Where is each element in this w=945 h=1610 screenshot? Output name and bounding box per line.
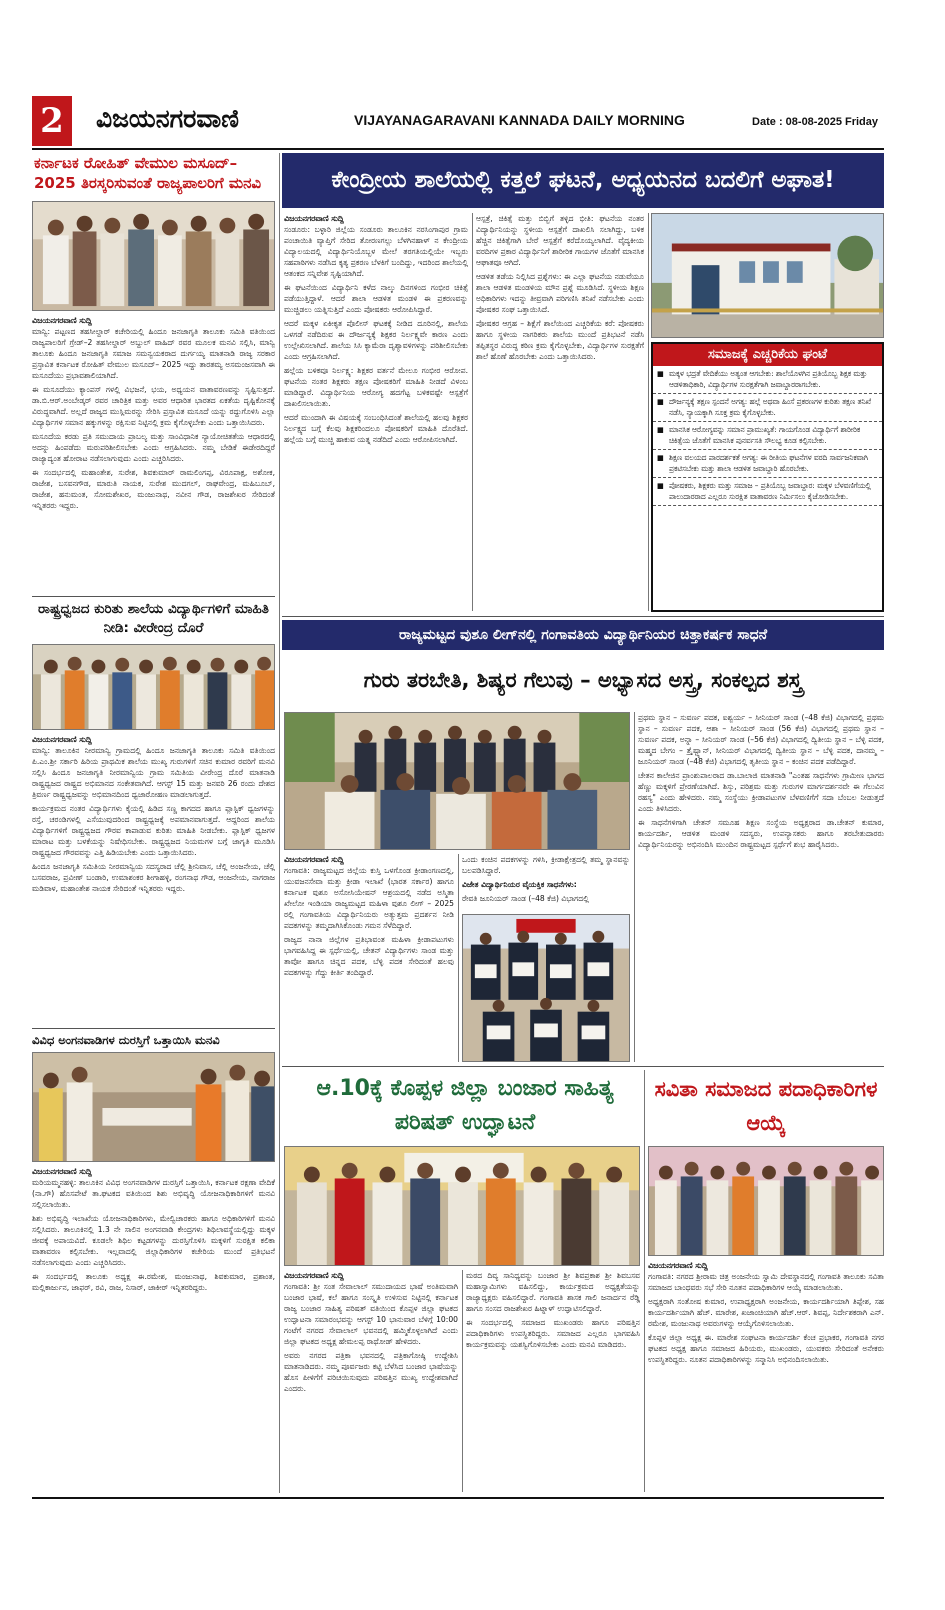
rashtra-para-1: ಮಾನ್ವಿ: ತಾಲೂಕಿನ ನೀರಮಾನ್ವಿ ಗ್ರಾಮದಲ್ಲಿ ಹಿಂದೂ ಜನಜಾಗೃತಿ ತಾಲೂಕು ಸಮಿತಿ ವತಿಯಿಂದ ಪಿ.ಎಂ.ಶ್ರೀ ಸರ್ಕಾರಿ ಹಿರಿಯ ಪ್ರಾಥಮಿಕ ಶಾಲೆಯ ಮುಖ್ಯ ಗುರುಗಳಿಗೆ ಸಚಿನ ಕುಮಾರ ರವರಿಗೆ ಮನವಿ ಸಲ್ಲಿಸಿ ಹಿಂದೂ ಜನಜಾಗೃತಿ ನೀರಮಾನ್ವಿಯ ಗ್ರಾಮ ಸಮಿತಿಯ ವೀರೇಂದ್ರ ದೊರೆ ಮಾತನಾಡಿ ರಾಷ್ಟ್ರಧ್ವಜದ ರಾಷ್ಟ್ರದ ಅಭಿಮಾನದ ಸಂಕೇತವಾಗಿದೆ. ಆಗಸ್ಟ್ 15 ಮತ್ತು ಜನವರಿ 26 ರಂದು ದೇಶದ ತ್ರಿವರ್ಣ ರಾಷ್ಟ್ರಧ್ವಜವನ್ನು ಅಭಿಮಾನದಿಂದ ಧ್ವಜಾರೋಹಣ ಮಾಡಲಾಗುತ್ತದೆ. — [32, 746, 275, 799]
masthead-title-english: VIJAYANAGARAVANI KANNADA DAILY MORNING — [354, 112, 685, 128]
warning-box-item-text: ಮಾನಸಿಕ ಆರೋಗ್ಯವನ್ನು ಸಮಾನ ಪ್ರಾಮುಖ್ಯತೆ: ಗಾಯಗೊಂಡ ವಿದ್ಯಾರ್ಥಿಗೆ ಶಾರೀರಿಕ ಚಿಕಿತ್ಸೆಯ ಜೊತೆಗೆ ಮಾನಸಿಕ ಪುನರ್ವಸತಿ ಸೌಲಭ್ಯ ಕೂಡ ಕಲ್ಪಿಸಬೇಕು. — [669, 425, 861, 445]
warning-box-item — [653, 478, 882, 506]
anganwadi-para-1: ಮರಿಯಮ್ಮನಹಳ್ಳಿ: ತಾಲೂಕಿನ ವಿವಿಧ ಅಂಗನವಾಡಿಗಳ ದುರಸ್ತಿಗೆ ಒತ್ತಾಯಿಸಿ, ಕರ್ನಾಟಕ ರಕ್ಷಣಾ ವೇದಿಕೆ (ನಾ.ಗೌ) ಹೊಸಪೇಟೆ ತಾ.ಘಟಕದ ವತಿಯಿಂದ ಶಿಶು ಅಭಿವೃದ್ಧಿ ಯೋಜನಾಧಿಕಾರಿಗಳಿಗೆ ಮನವಿ ಸಲ್ಲಿಸಲಾಯಿತು. — [32, 1178, 275, 1209]
rohith-para-4: ಈ ಸಂದರ್ಭದಲ್ಲಿ ಮಹಾಂತೇಶ, ಸುರೇಶ, ಶಿವಕುಮಾರ್ ರಾಮಲಿಂಗಪ್ಪ, ವಿರೂಪಾಕ್ಷ, ಅಶೋಕ, ರಾಜೇಶ, ಬಸವನಗೌಡ, ಮಾರುತಿ ನಾಯಕ, ಸುರೇಶ ಮುದಗಲ್, ರಾಘವೇಂದ್ರ, ಮಹಿಬೂಬ್, ರಾಜೇಶ, ಹನುಮಂತ, ಸೋಮಶೇಖರ, ಮಂಜುನಾಥ, ನವೀನ ಗೌಡ, ರಾಜಶೇಖರ ಸೇರಿದಂತೆ ಇನ್ನಿತರರು ಇದ್ದರು. — [32, 468, 275, 510]
wushu-headline: ಗುರು ತರಬೇತಿ, ಶಿಷ್ಯರ ಗೆಲುವು – ಅಭ್ಯಾಸದ ಅಸ್ತ್ರ, ಸಂಕಲ್ಪದ ಶಸ್ತ್ರ — [363, 668, 803, 692]
kendriya-byline: ವಿಜಯನಗರವಾಣಿ ಸುದ್ದಿ — [284, 214, 344, 223]
wushu-col-2 — [462, 854, 630, 912]
warning-box-list — [653, 366, 882, 506]
rashtra-para-3: ಹಿಂದೂ ಜನಜಾಗೃತಿ ಸಮಿತಿಯ ನೀರಮಾನ್ವಿಯ ಸದಸ್ಯರಾದ ಚೆಲ್ಲಿ ಶ್ರೀನಿವಾಸ, ಚೆಲ್ಲಿ ಅಂಜನೇಯ, ಚೆಲ್ಲಿ ಬಸವರಾಜ, ಪ್ರವೀಣ್ ಬಂಡಾರಿ, ಉಮಾಶಂಕರ ಶೀಗಾಹಳ್ಳಿ, ರಂಗನಾಥ ಗೌಡ, ಆಂಜನೇಯ, ನಾಗರಾಜ ಮಡಿವಾಳ, ಮಹಾಂತೇಶ ನಾಯಕ ಸೇರಿದಂತೆ ಇನ್ನಿತರರು ಇದ್ದರು. — [32, 862, 275, 893]
banjara-headline: ಆ.10ಕ್ಕೆ ಕೊಪ್ಪಳ ಜಿಲ್ಲಾ ಬಂಜಾರ ಸಾಹಿತ್ಯ ಪರಿಷತ್ ಉದ್ಘಾಟನೆ — [316, 1076, 614, 1135]
banjara-byline: ವಿಜಯನಗರವಾಣಿ ಸುದ್ದಿ — [284, 1271, 344, 1280]
warning-box-item-text: ಮಕ್ಕಳ ಭದ್ರತೆ ವೇದಿಕೆಯು ಅತ್ಯಂತ ಆಗಬೇಕು: ಶಾಲೆಯೊಳಗಿನ ಪ್ರತಿಯೊಬ್ಬ ಶಿಕ್ಷಕ ಮತ್ತು ಆಡಳಿತಾಧಿಕಾರಿ, ವಿದ್ಯಾರ್ಥಿಗಳ ಸುರಕ್ಷತೆಗಾಗಿ ಜವಾಬ್ದಾರರಾಗಬೇಕು. — [669, 369, 868, 389]
story-rashtra — [32, 600, 275, 1025]
rohith-para-3: ಮಸೂದೆಯ ಕರಡು ಪ್ರತಿ ಸಮುದಾಯ ಪ್ರಾಬಲ್ಯ ಮತ್ತು ಸಾಂವಿಧಾನಿಕ ನ್ಯಾಯೋಚಿತತೆಯ ಆಧಾರದಲ್ಲಿ ಅದನ್ನು ಹಿಂಪಡೆದು ಮರುಪರಿಶೀಲಿಸಬೇಕು ಎಂದು ಆಗ್ರಹಿಸಿದರು. ನಮ್ಮ ಬೇಡಿಕೆ ಈಡೇರದಿದ್ದರೆ ರಾಜ್ಯಾದ್ಯಂತ ಹೋರಾಟ ನಡೆಸಲಾಗುವುದು ಎಂದು ಎಚ್ಚರಿಸಿದರು. — [32, 432, 275, 463]
rule-left-1 — [32, 596, 275, 597]
kendriya-para-4: ಹಲ್ಲೆಯ ಬಳಿಕವೂ ನಿರ್ಲಕ್ಷ್ಯ: ಶಿಕ್ಷಕರ ವರ್ತನೆ ಮೇಲೂ ಗಂಭೀರ ಆರೋಪ. ಘಟನೆಯ ನಂತರ ಶಿಕ್ಷಕರು ತಕ್ಷಣ ಪೋಷಕರಿಗೆ ಮಾಹಿತಿ ನೀಡದೆ ವಿಳಂಬ ಮಾಡಿದ್ದಾರೆ. ವಿದ್ಯಾರ್ಥಿನಿಯ ಆರೋಗ್ಯ ಹದಗೆಟ್ಟ ಬಳಿಕವಷ್ಟೇ ಆಸ್ಪತ್ರೆಗೆ ದಾಖಲಿಸಲಾಯಿತು. — [284, 366, 468, 408]
story-rohith — [32, 153, 275, 593]
kendriya-para-2: ಈ ಘಟನೆಯಿಂದ ವಿದ್ಯಾರ್ಥಿನಿ ಕಳೆದ ನಾಲ್ಕು ದಿನಗಳಿಂದ ಗಂಭೀರ ಚಿಕಿತ್ಸೆ ಪಡೆಯುತ್ತಿದ್ದಾಳೆ. ಆದರೆ ಶಾಲಾ ಆಡಳಿತ ಮಂಡಳಿ ಈ ಪ್ರಕರಣವನ್ನು ಮುಚ್ಚಿಡಲು ಯತ್ನಿಸುತ್ತಿದೆ ಎಂದು ಪೋಷಕರು ಆರೋಪಿಸಿದ್ದಾರೆ. — [284, 283, 468, 314]
rohith-byline: ವಿಜಯನಗರವಾಣಿ ಸುದ್ದಿ — [32, 316, 92, 325]
wushu-para-5: ಪ್ರಥಮ ಸ್ಥಾನ – ಸುವರ್ಣ ಪದಕ, ಐಶ್ವರ್ಯ – ಸೀನಿಯರ್ ಸಾಂಡ (–48 ಕೆಜಿ) ವಿಭಾಗದಲ್ಲಿ ಪ್ರಥಮ ಸ್ಥಾನ – ಸುವರ್ಣ ಪದಕ, ಆಶಾ – ಸೀನಿಯರ್ ಸಾಂಡ (56 ಕೆಜಿ) ವಿಭಾಗದಲ್ಲಿ ಪ್ರಥಮ ಸ್ಥಾನ – ಸುವರ್ಣ ಪದಕ, ಅನ್ನಾ – ಸೀನಿಯರ್ ಸಾಂಡ (–56 ಕೆಜಿ) ವಿಭಾಗದಲ್ಲಿ ದ್ವಿತೀಯ ಸ್ಥಾನ – ಬೆಳ್ಳಿ ಪದಕ, ಮಹ್ಮದ ಬೇಗಂ – ತ್ರೈಷ್ಟ್ಯಾನ್, ಸೀನಿಯರ್ ವಿಭಾಗದಲ್ಲಿ ದ್ವಿತೀಯ ಸ್ಥಾನ – ಬೆಳ್ಳಿ ಪದಕ, ದಾನಮ್ಮ – ಜೂನಿಯರ್ ಸಾಂಡ (–48 ಕೆಜಿ) ವಿಭಾಗದಲ್ಲಿ ತೃತೀಯ ಸ್ಥಾನ – ಕಂಚಿನ ಪದಕ ಪಡೆದಿದ್ದಾರೆ. — [638, 713, 884, 766]
warning-box-item — [653, 366, 882, 394]
banjara-para-2: ಅವರು ನಗರದ ಪತ್ರಿಕಾ ಭವನದಲ್ಲಿ ಪತ್ರಿಕಾಗೋಷ್ಠಿ ಉದ್ದೇಶಿಸಿ ಮಾತನಾಡಿದರು. ನಮ್ಮ ಪೂರ್ವಜರು ಕಟ್ಟಿ ಬೆಳೆಸಿದ ಬಂಜಾರ ಭಾಷೆಯನ್ನು ಹೊಸ ಪೀಳಿಗೆಗೆ ಪರಿಚಯಿಸುವುದು ಪರಿಷತ್ತಿನ ಮುಖ್ಯ ಉದ್ದೇಶವಾಗಿದೆ ಎಂದರು. — [284, 1351, 458, 1393]
warning-box-item-text: ಶಿಕ್ಷಣ ವಲಯದ ಪಾರದರ್ಶಕತೆ ಅಗತ್ಯ: ಈ ರೀತಿಯ ಘಟನೆಗಳ ವರದಿ ಸಾರ್ವಜನಿಕವಾಗಿ ಪ್ರಕಟಿಸಬೇಕು ಮತ್ತು ಶಾಲಾ ಆಡಳಿತ ಜವಾಬ್ದಾರಿ ಹೊರಬೇಕು. — [669, 453, 868, 473]
bullet-icon: ■ — [657, 453, 664, 462]
masthead-rule — [32, 148, 884, 150]
warning-box-item-text: ಪೋಷಕರು, ಶಿಕ್ಷಕರು ಮತ್ತು ಸಮಾಜ – ಪ್ರತಿಯೊಬ್ಬ ಜವಾಬ್ದಾರ: ಮಕ್ಕಳ ಬೆಳವಣಿಗೆಯಲ್ಲಿ ಪಾಲುದಾರರಾದ ಎಲ್ಲರೂ ಸುರಕ್ಷಿತ ವಾತಾವರಣ ನಿರ್ಮಿಸಲು ಕೈಜೋಡಿಸಬೇಕು. — [669, 481, 871, 501]
rohith-para-1: ಮಾನ್ವಿ: ಪಟ್ಟಣದ ತಹಸೀಲ್ದಾರ್ ಕಚೇರಿಯಲ್ಲಿ ಹಿಂದೂ ಜನಜಾಗೃತಿ ತಾಲೂಕು ಸಮಿತಿ ವತಿಯಿಂದ ರಾಜ್ಯಪಾಲರಿಗೆ ಗ್ರೇಡ್–2 ತಹಸೀಲ್ದಾರ್ ಅಬ್ದುಲ್ ವಾಹಿದ್ ರವರ ಮೂಲಕ ಮನವಿ ಸಲ್ಲಿಸಿ, ಮಾನ್ವಿ ತಾಲೂಕು ಹಿಂದೂ ಜನಜಾಗೃತಿ ಸಮಾಜ ಸಮನ್ವಯಕರಾದ ದುರ್ಗಯ್ಯ ಮಾತನಾಡಿ ರಾಜ್ಯ ಸರಕಾರ ಪ್ರಸ್ತಾವಿತ ಕರ್ನಾಟಕ ರೋಹಿತ್ ವೇಮುಲ ಮಸೂದ್– 2025 ಇದ್ದು ತಾರತಮ್ಯ ಅಸಮಂಜಸವಾಗಿ ಈ ಮಸೂದೆಯು ಪ್ರಭಾವಶಾಲಿಯಾಗಿದೆ. — [32, 327, 275, 380]
kendriya-para-3: ಆದರೆ ಮಕ್ಕಳ ಏಕೀಕೃತ ಪೊಲೀಸ್ ಘಟಕಕ್ಕೆ ನೀಡಿದ ದೂರಿನಲ್ಲಿ, ಶಾಲೆಯ ಒಳಗಡೆ ನಡೆದಿರುವ ಈ ದೌರ್ಜನ್ಯಕ್ಕೆ ಶಿಕ್ಷಕರ ನಿರ್ಲಕ್ಷ್ಯವೇ ಕಾರಣ ಎಂದು ಉಲ್ಲೇಖಿಸಲಾಗಿದೆ. ಶಾಲೆಯ ಸಿಸಿ ಕ್ಯಾಮೆರಾ ದೃಶ್ಯಾವಳಿಗಳನ್ನು ಪರಿಶೀಲಿಸಬೇಕು ಎಂದು ಆಗ್ರಹಿಸಲಾಗಿದೆ. — [284, 319, 468, 361]
bullet-icon: ■ — [657, 481, 664, 490]
rohith-photo — [32, 201, 275, 311]
rule-mid-1 — [282, 616, 884, 617]
kendriya-para-8: ಪೋಷಕರ ಆಗ್ರಹ – ಶಿಕ್ಷೆಗೆ ಶಾಲೆಯಿಂದ ಎಚ್ಚರಿಕೆಯ ಕರೆ: ಪೋಷಕರು ಹಾಗೂ ಸ್ಥಳೀಯ ನಾಗರಿಕರು ಶಾಲೆಯ ಮುಂದೆ ಪ್ರತಿಭಟನೆ ನಡೆಸಿ ತಪ್ಪಿತಸ್ಥರ ವಿರುದ್ಧ ಕಠಿಣ ಕ್ರಮ ಕೈಗೊಳ್ಳಬೇಕು, ವಿದ್ಯಾರ್ಥಿಗಳ ಸುರಕ್ಷತೆಗೆ ಶಾಲೆ ಹೊಣೆ ಹೊರಬೇಕು ಎಂದು ಒತ್ತಾಯಿಸಿದರು. — [476, 319, 644, 361]
page-number: 2 — [32, 96, 72, 146]
banjara-para-3: ಮಠದ ದಿವ್ಯ ಸಾನಿಧ್ಯವನ್ನು ಬಂಜಾರ ಶ್ರೀ ಶಿವಪ್ರಕಾಶ ಶ್ರೀ ಶಿವಬಸವ ಮಹಾಸ್ವಾಮಿಗಳು ವಹಿಸಲಿದ್ದು, ಕಾರ್ಯಕ್ರಮದ ಅಧ್ಯಕ್ಷತೆಯನ್ನು ರಾಜ್ಯಾಧ್ಯಕ್ಷರು ವಹಿಸಲಿದ್ದಾರೆ. ಗಂಗಾವತಿ ಶಾಸಕ ಗಾಲಿ ಜನಾರ್ದನ ರೆಡ್ಡಿ ಹಾಗೂ ಸಂಸದ ರಾಜಶೇಖರ ಹಿಟ್ನಾಳ್ ಉದ್ಘಾಟಿಸಲಿದ್ದಾರೆ. — [466, 1271, 640, 1313]
kendriya-headline-bar: ಕೇಂದ್ರೀಯ ಶಾಲೆಯಲ್ಲಿ ಕತ್ತಲೆ ಘಟನೆ, ಅಧ್ಯಯನದ ಬದಲಿಗೆ ಅಘಾತ! — [282, 153, 884, 208]
wushu-para-2: ರಾಜ್ಯದ ನಾನಾ ಜಿಲ್ಲೆಗಳ ಪ್ರತಿಭಾವಂತ ಮಹಿಳಾ ಕ್ರೀಡಾಪಟುಗಳು ಭಾಗವಹಿಸಿದ್ದ ಈ ಸ್ಪರ್ಧೆಯಲ್ಲಿ, ಚೇತನ್ ವಿದ್ಯಾರ್ಥಿಗಳು ಸಾಂಡ ಮತ್ತು ತಾವೋ ಹಾಗೂ ಚಿನ್ನದ ಪದಕ, ಬೆಳ್ಳಿ ಪದಕ ಸೇರಿದಂತೆ ಹಲವು ಪದಕಗಳನ್ನು ಗೆದ್ದು ಕೀರ್ತಿ ತಂದಿದ್ದಾರೆ. — [284, 935, 454, 977]
column-divider-wushu-1 — [458, 854, 459, 1062]
rohith-para-2: ಈ ಮಸೂದೆಯು ಕ್ಯಾಂಪಸ್ ಗಳಲ್ಲಿ ವಿಭಜನೆ, ಭಯ, ಅಧ್ಯಯನ ವಾತಾವರಣವನ್ನು ಸೃಷ್ಟಿಸುತ್ತದೆ. ಡಾ.ಬಿ.ಆರ್.ಅಂಬೇಡ್ಕರ್ ರವರ ಚಾರಿತ್ರಿಕ ಮತ್ತು ಅವರ ಆಧಾರಿತ ಭಾರತದ ಏಕತೆಯ ದೃಷ್ಟಿಕೋನಕ್ಕೆ ವಿರುದ್ಧವಾಗಿದೆ. ಅಲ್ಲದೆ ರಾಜ್ಯದ ಮುಸ್ಲಿಮರನ್ನು ಸೇರಿಸಿ ಪ್ರಸ್ತಾವಿತ ಮಸೂದೆ ಯನ್ನು ರದ್ದುಗೊಳಿಸಿ ಎಲ್ಲಾ ವಿದ್ಯಾರ್ಥಿಗಳ ಸಮಾನ ಹಕ್ಕುಗಳನ್ನು ರಕ್ಷಿಸುವ ನಿಟ್ಟಿನಲ್ಲಿ ಕ್ರಮ ಕೈಗೊಳ್ಳಬೇಕು ಎಂದು ಒತ್ತಾಯಿಸಿದರು. — [32, 385, 275, 427]
story-anganwadi — [32, 1032, 275, 1492]
wushu-subhead: ವಿಜೇತ ವಿದ್ಯಾರ್ಥಿನಿಯರ ವೈಯಕ್ತಿಕ ಸಾಧನೆಗಳು: — [462, 880, 577, 889]
savitha-body — [648, 1260, 884, 1495]
bullet-icon: ■ — [657, 369, 664, 378]
wushu-para-1: ಗಂಗಾವತಿ: ರಾಜ್ಯಮಟ್ಟದ ಜಿಲ್ಲೆಯ ಕುಸ್ತಿ ಒಳಗೊಂಡ ಕ್ರೀಡಾಂಗಣದಲ್ಲಿ, ಯುವಜನಸೇವಾ ಮತ್ತು ಕ್ರೀಡಾ ಇಲಾಖೆ (ಭಾರತ ಸರ್ಕಾರ) ಹಾಗೂ ಕರ್ನಾಟಕ ವುಶೂ ಅಸೋಸಿಯೇಷನ್ ಆಶ್ರಯದಲ್ಲಿ ನಡೆದ ಅಸ್ಮಿತಾ ಖೇಲೋ ಇಂಡಿಯಾ ರಾಜ್ಯಮಟ್ಟದ ಮಹಿಳಾ ವುಶೂ ಲೀಗ್ – 2025 ರಲ್ಲಿ ಗಂಗಾವತಿಯ ವಿದ್ಯಾರ್ಥಿನಿಯರು ಅತ್ಯುತ್ತಮ ಪ್ರದರ್ಶನ ನೀಡಿ ಪದಕಗಳನ್ನು ತಮ್ಮದಾಗಿಸಿಕೊಂಡು ಗಮನ ಸೆಳೆದಿದ್ದಾರೆ. — [284, 866, 454, 930]
wushu-kicker-bar: ರಾಜ್ಯಮಟ್ಟದ ವುಶೂ ಲೀಗ್‌ನಲ್ಲಿ ಗಂಗಾವತಿಯ ವಿದ್ಯಾರ್ಥಿನಿಯರ ಚಿತ್ತಾಕರ್ಷಕ ಸಾಧನೆ — [282, 620, 884, 650]
anganwadi-para-2: ಶಿಶು ಅಭಿವೃದ್ಧಿ ಇಲಾಖೆಯ ಯೋಜನಾಧಿಕಾರಿಗಳು, ಮೇಲ್ವಿಚಾರಕರು ಹಾಗೂ ಅಧಿಕಾರಿಗಳಿಗೆ ಮನವಿ ಸಲ್ಲಿಸಿದರು. ತಾಲೂಕಿನಲ್ಲಿ 1.3 ನೇ ಸಾಲಿನ ಅಂಗನವಾಡಿ ಕೇಂದ್ರಗಳು ಶಿಥಿಲಾವಸ್ಥೆಯಲ್ಲಿದ್ದು ಮಕ್ಕಳ ಜೀವಕ್ಕೆ ಅಪಾಯವಿದೆ. ಕೂಡಲೇ ಶಿಥಿಲ ಕಟ್ಟಡಗಳನ್ನು ದುರಸ್ತಿಗೊಳಿಸಿ ಮಕ್ಕಳಿಗೆ ಸುರಕ್ಷಿತ ಕಲಿಕಾ ವಾತಾವರಣ ಕಲ್ಪಿಸಬೇಕು. ಇಲ್ಲವಾದಲ್ಲಿ ಜಿಲ್ಲಾಧಿಕಾರಿಗಳ ಕಚೇರಿಯ ಮುಂದೆ ಪ್ರತಿಭಟನೆ ನಡೆಸಲಾಗುವುದು ಎಂದು ಎಚ್ಚರಿಸಿದರು. — [32, 1214, 275, 1267]
anganwadi-byline: ವಿಜಯನಗರವಾಣಿ ಸುದ್ದಿ — [32, 1167, 92, 1176]
anganwadi-photo — [32, 1052, 275, 1162]
wushu-col-1 — [284, 854, 454, 1064]
warning-box-item — [653, 450, 882, 478]
rule-mid-2 — [282, 1066, 884, 1067]
kendriya-col-1 — [284, 213, 468, 613]
column-divider-kendriya-1 — [472, 213, 473, 611]
banjara-col-2 — [466, 1270, 640, 1495]
page-bottom-rule — [32, 1497, 884, 1499]
warning-box-item — [653, 394, 882, 422]
column-divider-banjara — [462, 1270, 463, 1492]
wushu-para-3: ಒಂದು ಕಂಚಿನ ಪದಕಗಳನ್ನು ಗಳಿಸಿ, ಕ್ರೀಡಾಕ್ಷೇತ್ರದಲ್ಲಿ ತಮ್ಮ ಸ್ಥಾನವನ್ನು ಬಲಪಡಿಸಿದ್ದಾರೆ. — [462, 855, 630, 875]
kendriya-para-7: ಆಡಳಿತ ತಡೆಯ ನಿಲ್ಲಿಸಿದ ಪ್ರಶ್ನೆಗಳು: ಈ ಎಲ್ಲಾ ಘಟನೆಯ ನಡುವೆಯೂ ಶಾಲಾ ಆಡಳಿತ ಮಂಡಳಿಯ ಮೌನ ಪ್ರಶ್ನೆ ಮೂಡಿಸಿದೆ. ಸ್ಥಳೀಯ ಶಿಕ್ಷಣ ಅಧಿಕಾರಿಗಳು ಇದನ್ನು ತೀವ್ರವಾಗಿ ಪರಿಗಣಿಸಿ ತನಿಖೆ ನಡೆಸಬೇಕು ಎಂದು ಪೋಷಕರ ಸಂಘ ಒತ್ತಾಯಿಸಿದೆ. — [476, 272, 644, 314]
anganwadi-headline: ವಿವಿಧ ಅಂಗನವಾಡಿಗಳ ದುರಸ್ತಿಗೆ ಒತ್ತಾಯಿಸಿ ಮನವಿ — [32, 1033, 220, 1047]
kendriya-para-5: ಆದರೆ ಮುಂದಾಗಿ ಈ ವಿಷಯಕ್ಕೆ ಸಂಬಂಧಿಸಿದಂತೆ ಶಾಲೆಯಲ್ಲಿ ಹಲವು ಶಿಕ್ಷಕರ ನಿರ್ಲಕ್ಷ್ಯದ ಬಗ್ಗೆ ಕೆಲವು ಶಿಕ್ಷಕರಿಂದಲೂ ಪೋಷಕರಿಗೆ ಮಾಹಿತಿ ದೊರೆತಿದೆ. ಹಲ್ಲೆಯ ಬಗ್ಗೆ ಮುಚ್ಚಿ ಹಾಕುವ ಯತ್ನ ನಡೆದಿದೆ ಎಂದು ಆರೋಪಿಸಲಾಗಿದೆ. — [284, 413, 468, 444]
masthead — [32, 96, 884, 146]
wushu-col-3 — [638, 712, 884, 1064]
rule-left-2 — [32, 1028, 275, 1029]
bullet-icon: ■ — [657, 397, 664, 406]
savitha-para-1: ಗಂಗಾವತಿ: ನಗರದ ಶ್ರೀರಾಮ ಚಿತ್ರ ಅಂಜನೇಯ ಸ್ವಾಮಿ ದೇವಸ್ಥಾನದಲ್ಲಿ ಗಂಗಾವತಿ ತಾಲೂಕು ಸವಿತಾ ಸಮಾಜದ ಬಾಂಧವರು ಸಭೆ ಸೇರಿ ನೂತನ ಪದಾಧಿಕಾರಿಗಳ ಆಯ್ಕೆ ಮಾಡಲಾಯಿತು. — [648, 1272, 884, 1292]
column-divider-wushu-2 — [634, 712, 635, 1062]
kendriya-school-photo — [651, 213, 884, 338]
rashtra-byline: ವಿಜಯನಗರವಾಣಿ ಸುದ್ದಿ — [32, 735, 92, 744]
rashtra-para-2: ಕಾರ್ಯಕ್ರಮದ ನಂತರ ವಿದ್ಯಾರ್ಥಿಗಳು ಕೈಯಲ್ಲಿ ಹಿಡಿದ ಸಣ್ಣ ಕಾಗದದ ಹಾಗೂ ಪ್ಲಾಸ್ಟಿಕ್ ಧ್ವಜಗಳನ್ನು ರಸ್ತೆ, ಚರಂಡಿಗಳಲ್ಲಿ ಎಸೆಯುವುದರಿಂದ ರಾಷ್ಟ್ರಧ್ವಜಕ್ಕೆ ಅಪಮಾನವಾಗುತ್ತದೆ. ಆದ್ದರಿಂದ ಶಾಲೆಯ ವಿದ್ಯಾರ್ಥಿಗಳಿಗೆ ರಾಷ್ಟ್ರಧ್ವಜದ ಗೌರವ ಕಾಪಾಡುವ ಕುರಿತು ಮಾಹಿತಿ ನೀಡಬೇಕು. ಪ್ಲಾಸ್ಟಿಕ್ ಧ್ವಜಗಳ ಮಾರಾಟ ಮತ್ತು ಬಳಕೆಯನ್ನು ನಿಷೇಧಿಸಬೇಕು. ರಾಷ್ಟ್ರಧ್ವಜದ ನಿಯಮಗಳ ಬಗ್ಗೆ ಜಾಗೃತಿ ಮೂಡಿಸಿ ರಾಷ್ಟ್ರಧ್ವಜದ ಗೌರವವನ್ನು ಎತ್ತಿ ಹಿಡಿಯಬೇಕು ಎಂದು ಒತ್ತಾಯಿಸಿದರು. — [32, 804, 275, 857]
wushu-byline: ವಿಜಯನಗರವಾಣಿ ಸುದ್ದಿ — [284, 855, 344, 864]
kendriya-para-1: ಸಂಡೂರು: ಬಳ್ಳಾರಿ ಜಿಲ್ಲೆಯ ಸಂಡೂರು ತಾಲೂಕಿನ ನರಸಿಂಗಾಪುರ ಗ್ರಾಮ ಪಂಚಾಯಿತಿ ವ್ಯಾಪ್ತಿಗೆ ಸೇರಿದ ತೋರಣಗಲ್ಲು ಬೆಳಗಿನಹಾಳ್ ನ ಕೇಂದ್ರೀಯ ವಿದ್ಯಾಲಯದಲ್ಲಿ ವಿದ್ಯಾರ್ಥಿನಿಯೊಬ್ಬಳ ಮೇಲೆ ತರಗತಿಯಲ್ಲಿಯೇ ಇಬ್ಬರು ಸಹಪಾಠಿಗಳು ನಡೆಸಿದ ಕೃತ್ಯ ಪ್ರಕರಣ ಬೆಳಕಿಗೆ ಬಂದಿದ್ದು, ಇದರಿಂದ ಶಾಲೆಯಲ್ಲಿ ಆತಂಕದ ಸನ್ನಿವೇಶ ಸೃಷ್ಟಿಯಾಗಿದೆ. — [284, 225, 468, 278]
banjara-para-1: ಗಂಗಾವತಿ: ಶ್ರೀ ಸಂತ ಸೇವಾಲಾಲ್ ಸಮುದಾಯದ ಭಾಷೆ ಅಂತಿಮವಾಗಿ ಬಂಜಾರ ಭಾಷೆ, ಕಲೆ ಹಾಗೂ ಸಂಸ್ಕೃತಿ ಉಳಿಸುವ ನಿಟ್ಟಿನಲ್ಲಿ ಕರ್ನಾಟಕ ರಾಜ್ಯ ಬಂಜಾರ ಸಾಹಿತ್ಯ ಪರಿಷತ್ ವತಿಯಿಂದ ಕೊಪ್ಪಳ ಜಿಲ್ಲಾ ಘಟಕದ ಉದ್ಘಾಟನಾ ಸಮಾರಂಭವನ್ನು ಆಗಸ್ಟ್ 10 ಭಾನುವಾರ ಬೆಳಿಗ್ಗೆ 10:00 ಗಂಟೆಗೆ ನಗರದ ಸೇವಾಲಾಲ್ ಭವನದಲ್ಲಿ ಹಮ್ಮಿಕೊಳ್ಳಲಾಗಿದೆ ಎಂದು ಜಿಲ್ಲಾ ಘಟಕದ ಅಧ್ಯಕ್ಷ ಹೇಮಲಪ್ಪ ರಾಥೋಡ್ ಹೇಳಿದರು. — [284, 1282, 458, 1346]
warning-box — [651, 342, 884, 612]
savitha-para-3: ಕೊಪ್ಪಳ ಜಿಲ್ಲಾ ಅಧ್ಯಕ್ಷ ಈ. ಮಾರೇಶ ಸಂಘಟನಾ ಕಾರ್ಯದರ್ಶಿ ಕೆಂಚ ಪ್ರಭಾಕರ, ಗಂಗಾವತಿ ನಗರ ಘಟಕದ ಅಧ್ಯಕ್ಷ ಹಾಗೂ ಸಮಾಜದ ಹಿರಿಯರು, ಮುಖಂಡರು, ಯುವಕರು ಸೇರಿದಂತೆ ಅನೇಕರು ಉಪಸ್ಥಿತರಿದ್ದರು. ನೂತನ ಪದಾಧಿಕಾರಿಗಳನ್ನು ಸನ್ಮಾನಿಸಿ ಅಭಿನಂದಿಸಲಾಯಿತು. — [648, 1333, 884, 1364]
bullet-icon: ■ — [657, 425, 664, 434]
warning-box-title: ಸಮಾಜಕ್ಕೆ ಎಚ್ಚರಿಕೆಯ ಘಂಟೆ — [653, 344, 882, 366]
column-divider-kendriya-2 — [648, 213, 649, 611]
rohith-headline: ಕರ್ನಾಟಕ ರೋಹಿತ್ ವೇಮುಲ ಮಸೂದ್– 2025 ತಿರಸ್ಕರಿಸುವಂತೆ ರಾಜ್ಯಪಾಲರಿಗೆ ಮನವಿ — [32, 153, 275, 197]
savitha-headline: ಸವಿತಾ ಸಮಾಜದ ಪದಾಧಿಕಾರಿಗಳ ಆಯ್ಕೆ — [654, 1077, 878, 1135]
wushu-para-4: ರೇವತಿ ಜೂನಿಯರ್ ಸಾಂಡ (–48 ಕೆಜಿ) ವಿಭಾಗದಲ್ಲಿ — [462, 894, 589, 903]
column-divider-left — [279, 153, 280, 1493]
rashtra-photo — [32, 644, 275, 730]
masthead-date: Date : 08-08-2025 Friday — [752, 116, 878, 128]
wushu-medal-photo — [462, 914, 630, 1062]
rashtra-headline: ರಾಷ್ಟ್ರಧ್ವಜದ ಕುರಿತು ಶಾಲೆಯ ವಿದ್ಯಾರ್ಥಿಗಳಿಗೆ ಮಾಹಿತಿ ನೀಡಿ: ವೀರೇಂದ್ರ ದೊರೆ — [38, 601, 269, 636]
banjara-para-4: ಈ ಸಂದರ್ಭದಲ್ಲಿ ಸಮಾಜದ ಮುಖಂಡರು ಹಾಗೂ ಪರಿಷತ್ತಿನ ಪದಾಧಿಕಾರಿಗಳು ಉಪಸ್ಥಿತರಿದ್ದರು. ಸಮಾಜದ ಎಲ್ಲರೂ ಭಾಗವಹಿಸಿ ಕಾರ್ಯಕ್ರಮವನ್ನು ಯಶಸ್ವಿಗೊಳಿಸಬೇಕು ಎಂದು ಮನವಿ ಮಾಡಿದರು. — [466, 1318, 640, 1349]
anganwadi-para-3: ಈ ಸಂದರ್ಭದಲ್ಲಿ ತಾಲೂಕು ಅಧ್ಯಕ್ಷ ಈ.ರಮೇಶ, ಮಂಜುನಾಥ, ಶಿವಕುಮಾರ, ಪ್ರಶಾಂತ, ಮಲ್ಲಿಕಾರ್ಜುನ, ಜಾಫರ್, ರವಿ, ರಾಜ, ನಿಸಾರ್, ಜಾಕೀರ್ ಇನ್ನಿತರರಿದ್ದರು. — [32, 1272, 275, 1292]
warning-box-item — [653, 422, 882, 450]
kendriya-col-2 — [476, 213, 644, 613]
banjara-col-1 — [284, 1270, 458, 1495]
wushu-para-7: ಈ ಸಾಧನೆಗಳಿಗಾಗಿ ಚೇತನ್ ಸಮೂಹ ಶಿಕ್ಷಣ ಸಂಸ್ಥೆಯ ಅಧ್ಯಕ್ಷರಾದ ಡಾ.ಚೇತನ್ ಕುಮಾರ, ಕಾರ್ಯದರ್ಶಿ, ಆಡಳಿತ ಮಂಡಳಿ ಸದಸ್ಯರು, ಉಪನ್ಯಾಸಕರು ಹಾಗೂ ತರಬೇತುದಾರರು ವಿದ್ಯಾರ್ಥಿನಿಯರನ್ನು ಅಭಿನಂದಿಸಿ ಮುಂದಿನ ರಾಷ್ಟ್ರಮಟ್ಟದ ಸ್ಪರ್ಧೆಗೆ ಶುಭ ಹಾರೈಸಿದರು. — [638, 818, 884, 849]
banjara-photo — [284, 1146, 640, 1266]
savitha-photo — [648, 1146, 884, 1256]
savitha-para-2: ಅಧ್ಯಕ್ಷರಾಗಿ ಸಂತೋಷ ಕುಮಾರ, ಉಪಾಧ್ಯಕ್ಷರಾಗಿ ಅಂಜನೇಯ, ಕಾರ್ಯದರ್ಶಿಯಾಗಿ ತಿಪ್ಪೇಶ, ಸಹ ಕಾರ್ಯದರ್ಶಿಯಾಗಿ ಹೆಚ್. ಮಾರೇಶ, ಖಜಾಂಚಿಯಾಗಿ ಹೆಚ್.ಆರ್. ಶಿವಪ್ಪ, ನಿರ್ದೇಶಕರಾಗಿ ಎನ್. ರಮೇಶ, ಮಂಜುನಾಥ ಅವರುಗಳನ್ನು ಆಯ್ಕೆಗೊಳಿಸಲಾಯಿತು. — [648, 1297, 884, 1328]
masthead-title-kannada: ವಿಜಯನಗರವಾಣಿ — [96, 104, 239, 133]
wushu-group-photo — [284, 712, 630, 850]
warning-box-item-text: ದೌರ್ಜನ್ಯಕ್ಕೆ ತಕ್ಷಣ ಸ್ಪಂದನೆ ಅಗತ್ಯ: ಹಲ್ಲೆ ಅಥವಾ ಹಿಂಸೆ ಪ್ರಕರಣಗಳ ಕುರಿತು ತಕ್ಷಣ ತನಿಖೆ ನಡೆಸಿ, ನ್ಯಾಯಕ್ಕಾಗಿ ಸೂಕ್ತ ಕ್ರಮ ಕೈಗೊಳ್ಳಬೇಕು. — [669, 397, 871, 417]
savitha-byline: ವಿಜಯನಗರವಾಣಿ ಸುದ್ದಿ — [648, 1261, 708, 1270]
kendriya-para-6: ಆಸ್ಪತ್ರೆ, ಚಿಕಿತ್ಸೆ ಮತ್ತು ಬಿಬ್ಬಿಗೆ ತಳ್ಳಿದ ಭೀತಿ: ಘಟನೆಯ ನಂತರ ವಿದ್ಯಾರ್ಥಿನಿಯನ್ನು ಸ್ಥಳೀಯ ಆಸ್ಪತ್ರೆಗೆ ದಾಖಲಿಸಿ ಸಲಾಗಿದ್ದು, ಬಳಿಕ ಹೆಚ್ಚಿನ ಚಿಕಿತ್ಸೆಗಾಗಿ ಬೇರೆ ಆಸ್ಪತ್ರೆಗೆ ಕರೆದೊಯ್ಯಲಾಗಿದೆ. ವೈದ್ಯಕೀಯ ವರದಿಗಳ ಪ್ರಕಾರ ವಿದ್ಯಾರ್ಥಿನಿಗೆ ಶಾರೀರಿಕ ಗಾಯಗಳ ಜೊತೆಗೆ ಮಾನಸಿಕ ಆಘಾತವೂ ಆಗಿದೆ. — [476, 214, 644, 267]
wushu-para-6: ಚೇತನ ಕಾಲೇಜಿನ ಪ್ರಾಂಶುಪಾಲರಾದ ಡಾ.ಬಾಲಾಜಿ ಮಾತನಾಡಿ "ಎಂತಹ ಸಾಧನೆಗಳು ಗ್ರಾಮೀಣ ಭಾಗದ ಹೆಣ್ಣು ಮಕ್ಕಳಿಗೆ ಪ್ರೇರಣೆಯಾಗಿದೆ. ಶಿಸ್ತು, ಪರಿಶ್ರಮ ಮತ್ತು ಗುರುಗಳ ಮಾರ್ಗದರ್ಶನವೇ ಈ ಗೆಲುವಿನ ರಹಸ್ಯ" ಎಂದು ಹೇಳಿದರು. ನಮ್ಮ ಸಂಸ್ಥೆಯು ಕ್ರೀಡಾಪಟುಗಳ ಬೆಳವಣಿಗೆಗೆ ಸದಾ ಬೆಂಬಲ ನೀಡುತ್ತದೆ ಎಂದು ತಿಳಿಸಿದರು. — [638, 771, 884, 813]
column-divider-savitha — [644, 1070, 645, 1492]
